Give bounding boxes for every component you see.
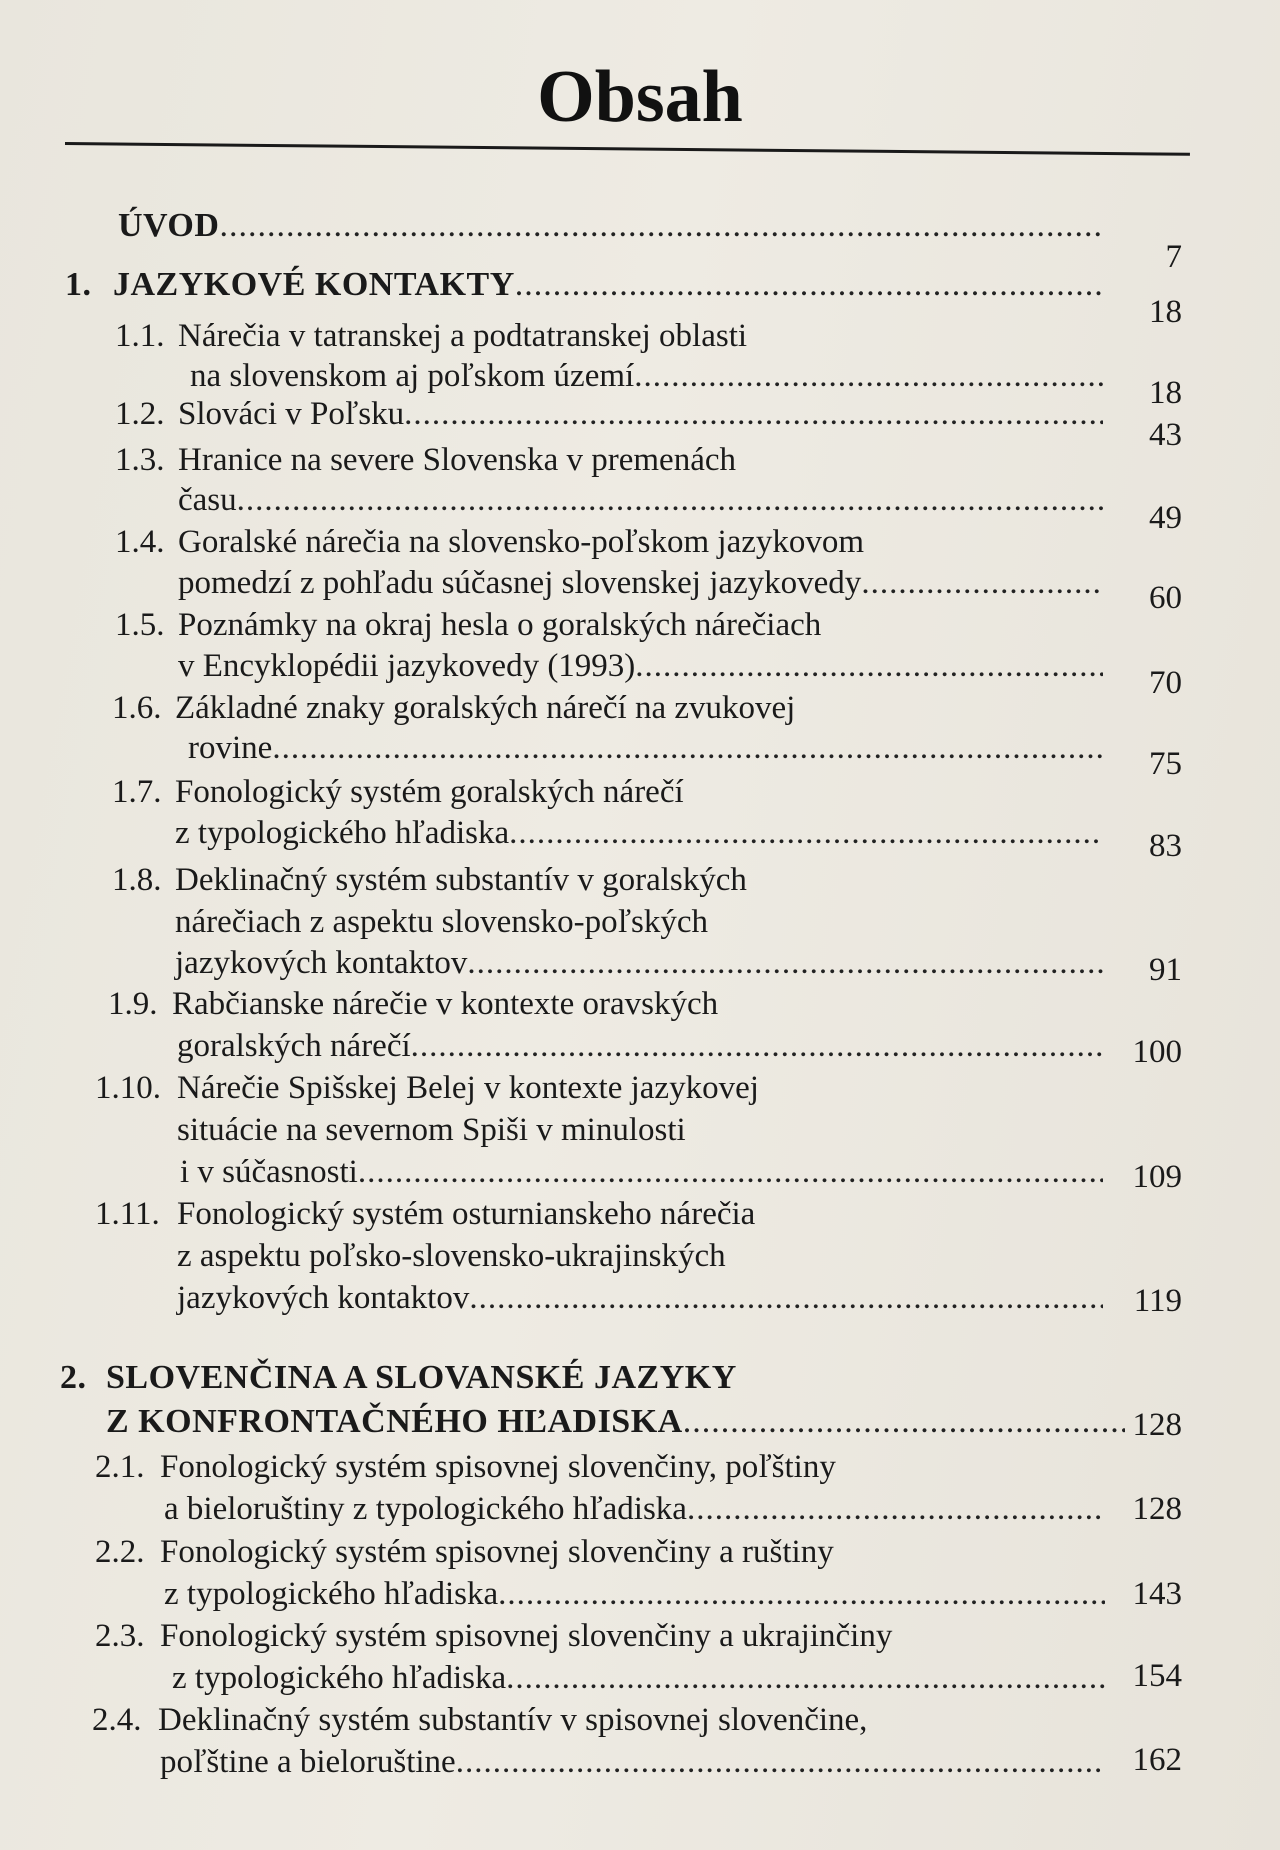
toc-entry-line: času ..... [178, 480, 1103, 520]
dot-leader [506, 1658, 1105, 1698]
toc-entry-line: Nárečia v tatranskej a podtatranskej oblasti [178, 318, 748, 354]
dot-leader [467, 943, 1103, 983]
toc-entry-line: Základné znaky goralských nárečí na zvukovej [175, 690, 796, 726]
toc-entry-line: rovine ..... [188, 728, 1103, 768]
dot-leader [404, 394, 1103, 434]
toc-page-number: 60 [1149, 580, 1182, 616]
toc-entry-line: Deklinačný systém substantív v goralských [175, 862, 747, 898]
toc-entry-number: 2. [60, 1359, 87, 1396]
toc-page-number: 18 [1149, 294, 1182, 330]
toc-entry-number: 1.4. [115, 524, 165, 560]
toc-entry-line: z typologického hľadiska ..... [164, 1574, 1105, 1614]
dot-leader [687, 1489, 1105, 1529]
toc-page-number: 119 [1133, 1283, 1182, 1319]
toc-entry-chapter-1 [113, 265, 1103, 305]
toc-page-number: 143 [1132, 1576, 1182, 1612]
toc-page-number: 109 [1132, 1159, 1182, 1195]
toc-page-number: 75 [1149, 746, 1182, 782]
dot-leader [515, 265, 1103, 305]
dot-leader [237, 480, 1103, 520]
toc-entry-line: z typologického hľadiska ..... [175, 813, 1103, 853]
dot-leader [456, 1742, 1105, 1782]
toc-entry-line: Goralské nárečia na slovensko-poľskom jazykovom [178, 524, 865, 560]
toc-entry-line: a bieloruštiny z typologického hľadiska ..... [164, 1489, 1105, 1529]
toc-page-number: 100 [1132, 1034, 1182, 1070]
toc-entry-number: 1.11. [95, 1196, 160, 1232]
toc-entry-line: Fonologický systém osturnianskeho nárečia [177, 1196, 756, 1232]
toc-entry-line: i v súčasnosti ..... [180, 1152, 1103, 1192]
toc-page-number: 128 [1132, 1407, 1182, 1443]
toc-page-number: 128 [1132, 1491, 1182, 1527]
dot-leader [634, 356, 1103, 396]
toc-entry-line: Slováci v Poľsku ..... [178, 394, 1103, 434]
toc-entry-number: 2.1. [95, 1449, 145, 1485]
toc-page-number: 7 [1165, 239, 1182, 275]
toc-entry-number: 1.7. [112, 774, 162, 810]
toc-entry-line: Hranice na severe Slovenska v premenách [178, 442, 737, 478]
toc-page-number: 83 [1149, 828, 1182, 864]
toc-page-number: 154 [1132, 1658, 1182, 1694]
toc-entry-line: Poznámky na okraj hesla o goralských nárečiach [178, 607, 822, 643]
toc-entry-line: poľštine a bieloruštine ..... [160, 1742, 1105, 1782]
dot-leader [469, 1278, 1103, 1318]
toc-entry-line: v Encyklopédii jazykovedy (1993) ..... [178, 646, 1103, 686]
toc-entry-line: Rabčianske nárečie v kontexte oravských [172, 986, 719, 1022]
toc-entry-line: pomedzí z pohľadu súčasnej slovenskej jazykovedy ..... [178, 563, 1103, 603]
toc-entry-title: JAZYKOVÉ KONTAKTY [113, 266, 515, 303]
dot-leader [219, 206, 1103, 246]
toc-entry-number: 2.3. [95, 1618, 145, 1654]
toc-entry-title: ÚVOD [118, 207, 220, 244]
toc-entry-line: goralských nárečí ..... [177, 1026, 1103, 1066]
toc-entry-line: Fonologický systém spisovnej slovenčiny a ukrajinčiny [160, 1618, 893, 1654]
toc-entry-line: jazykových kontaktov ..... [175, 943, 1103, 983]
toc-entry-line: Fonologický systém spisovnej slovenčiny a ruštiny [160, 1534, 834, 1570]
toc-entry-line: z typologického hľadiska ..... [172, 1658, 1105, 1698]
toc-entry-line: Deklinačný systém substantív v spisovnej slovenčine, [158, 1702, 868, 1738]
toc-entry-number: 1.3. [115, 442, 165, 478]
dot-leader [498, 1574, 1105, 1614]
dot-leader [635, 646, 1103, 686]
toc-entry-number: 1.5. [115, 607, 165, 643]
toc-page-number: 70 [1149, 665, 1182, 701]
toc-entry-number: 1.1. [115, 318, 165, 354]
toc-entry-line: SLOVENČINA A SLOVANSKÉ JAZYKY [106, 1359, 737, 1396]
dot-leader [272, 728, 1103, 768]
toc-entry-line: na slovenskom aj poľskom území ..... [190, 356, 1103, 396]
page-title: Obsah [537, 56, 743, 138]
toc-page-number: 49 [1149, 500, 1182, 536]
toc-entry-line: jazykových kontaktov ..... [177, 1278, 1103, 1318]
toc-page-number: 18 [1149, 375, 1182, 411]
dot-leader [411, 1026, 1103, 1066]
toc-page-number: 43 [1149, 417, 1182, 453]
toc-entry-number: 1.9. [108, 986, 158, 1022]
toc-entry-line: Nárečie Spišskej Belej v kontexte jazykovej [177, 1070, 759, 1106]
toc-page-number: 91 [1149, 952, 1182, 988]
toc-entry-number: 1. [65, 266, 92, 303]
toc-entry-number: 1.6. [112, 690, 162, 726]
toc-entry-number: 1.2. [115, 396, 165, 432]
toc-entry-line: nárečiach z aspektu slovensko-poľských [175, 904, 708, 940]
toc-entry-number: 2.4. [92, 1702, 142, 1738]
toc-page-number: 162 [1132, 1742, 1182, 1778]
toc-entry-line: Z KONFRONTAČNÉHO HĽADISKA ..... [106, 1402, 1125, 1442]
dot-leader [861, 563, 1103, 603]
toc-entry-line: situácie na severnom Spiši v minulosti [177, 1112, 686, 1148]
toc-entry-line: Fonologický systém spisovnej slovenčiny, poľštiny [160, 1449, 836, 1485]
toc-entry-number: 1.10. [95, 1070, 161, 1106]
dot-leader [683, 1402, 1125, 1442]
toc-entry-uvod [118, 206, 1103, 246]
dot-leader [509, 813, 1103, 853]
toc-entry-number: 1.8. [112, 862, 162, 898]
dot-leader [358, 1152, 1103, 1192]
toc-entry-number: 2.2. [95, 1534, 145, 1570]
toc-entry-line: z aspektu poľsko-slovensko-ukrajinských [177, 1238, 726, 1274]
toc-entry-line: Fonologický systém goralských nárečí [175, 774, 684, 810]
